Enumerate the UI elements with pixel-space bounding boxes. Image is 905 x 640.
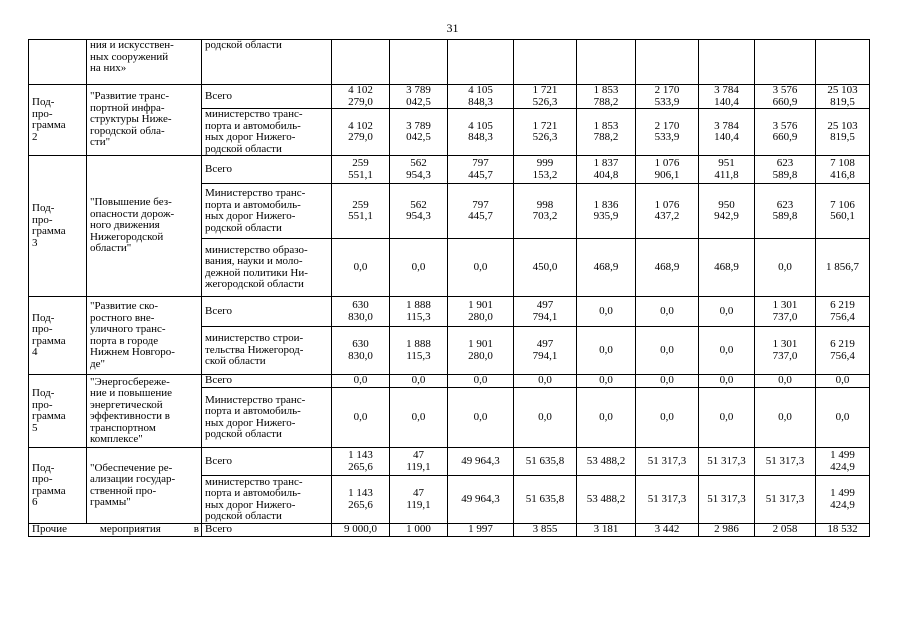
value-cell: 6 219 756,4 — [816, 297, 870, 327]
table-row — [29, 297, 870, 327]
executor-cell: Всего — [202, 375, 332, 388]
value-cell: 1 499 424,9 — [816, 448, 870, 476]
value-cell: 2 170 533,9 — [636, 109, 699, 156]
value-cell: 1 901 280,0 — [448, 327, 514, 375]
value-cell: 797 445,7 — [448, 156, 514, 184]
value-cell: 0,0 — [816, 375, 870, 388]
subprogram-label — [29, 40, 87, 85]
value-cell: 3 784 140,4 — [699, 109, 755, 156]
value-cell: 51 317,3 — [755, 476, 816, 524]
table-row — [29, 156, 870, 184]
value-cell: 0,0 — [755, 388, 816, 448]
value-cell: 1 888 115,3 — [390, 297, 448, 327]
value-cell: 1 301 737,0 — [755, 327, 816, 375]
value-cell: 0,0 — [636, 327, 699, 375]
value-cell: 259 551,1 — [332, 156, 390, 184]
value-cell: 4 102 279,0 — [332, 109, 390, 156]
table-row — [29, 40, 870, 85]
value-cell: 0,0 — [755, 375, 816, 388]
executor-cell: Министерство транс- порта и автомобиль- ных дорог Нижего- родской области — [202, 184, 332, 239]
value-cell — [636, 40, 699, 85]
executor-cell: Всего — [202, 297, 332, 327]
value-cell: 0,0 — [448, 239, 514, 297]
value-cell: 951 411,8 — [699, 156, 755, 184]
value-cell: 0,0 — [577, 388, 636, 448]
value-cell: 1 000 — [390, 524, 448, 537]
value-cell: 1 499 424,9 — [816, 476, 870, 524]
value-cell: 25 103 819,5 — [816, 109, 870, 156]
table-row — [29, 375, 870, 388]
value-cell: 950 942,9 — [699, 184, 755, 239]
value-cell: 3 576 660,9 — [755, 109, 816, 156]
subprogram-name: "Обеспечение ре- ализации государ- ственной про- граммы" — [87, 448, 202, 524]
value-cell: 3 181 — [577, 524, 636, 537]
table-row — [29, 524, 870, 537]
value-cell: 2 170 533,9 — [636, 85, 699, 109]
value-cell: 3 789 042,5 — [390, 109, 448, 156]
value-cell: 1 901 280,0 — [448, 297, 514, 327]
value-cell: 0,0 — [699, 375, 755, 388]
value-cell — [816, 40, 870, 85]
value-cell: 9 000,0 — [332, 524, 390, 537]
value-cell: 51 317,3 — [699, 448, 755, 476]
value-cell: 0,0 — [390, 388, 448, 448]
value-cell: 1 997 — [448, 524, 514, 537]
value-cell: 1 076 906,1 — [636, 156, 699, 184]
executor-cell: родской области — [202, 40, 332, 85]
value-cell: 51 635,8 — [514, 448, 577, 476]
value-cell: 468,9 — [699, 239, 755, 297]
value-cell — [699, 40, 755, 85]
subprogram-label: Под- про- грамма 2 — [29, 85, 87, 156]
value-cell: 0,0 — [390, 375, 448, 388]
subprogram-label: Под- про- грамма 6 — [29, 448, 87, 524]
value-cell: 0,0 — [514, 375, 577, 388]
value-cell: 259 551,1 — [332, 184, 390, 239]
value-cell: 53 488,2 — [577, 476, 636, 524]
executor-cell: министерство транс- порта и автомобиль- ных дорог Нижего- родской области — [202, 109, 332, 156]
value-cell: 630 830,0 — [332, 327, 390, 375]
value-cell: 0,0 — [332, 239, 390, 297]
value-cell: 1 143 265,6 — [332, 448, 390, 476]
value-cell: 4 102 279,0 — [332, 85, 390, 109]
value-cell: 3 855 — [514, 524, 577, 537]
value-cell: 0,0 — [699, 297, 755, 327]
value-cell: 1 888 115,3 — [390, 327, 448, 375]
value-cell: 0,0 — [332, 375, 390, 388]
value-cell: 51 317,3 — [755, 448, 816, 476]
value-cell: 3 784 140,4 — [699, 85, 755, 109]
executor-cell: Всего — [202, 524, 332, 537]
value-cell — [332, 40, 390, 85]
value-cell: 1 721 526,3 — [514, 85, 577, 109]
value-cell: 2 986 — [699, 524, 755, 537]
value-cell: 1 853 788,2 — [577, 109, 636, 156]
value-cell: 0,0 — [577, 327, 636, 375]
value-cell: 999 153,2 — [514, 156, 577, 184]
value-cell: 630 830,0 — [332, 297, 390, 327]
value-cell: 0,0 — [332, 388, 390, 448]
value-cell — [755, 40, 816, 85]
subprogram-name: "Повышение без- опасности дорож- ного движения Нижегородской области" — [87, 156, 202, 297]
value-cell — [577, 40, 636, 85]
value-cell: 47 119,1 — [390, 476, 448, 524]
subprogram-name: "Развитие ско- ростного вне- уличного транс- порта в городе Нижнем Новгоро- де" — [87, 297, 202, 375]
executor-cell: министерство образо- вания, науки и моло- дежной политики Ни- жегородской области — [202, 239, 332, 297]
subprogram-label: Под- про- грамма 3 — [29, 156, 87, 297]
value-cell: 0,0 — [755, 239, 816, 297]
value-cell: 0,0 — [699, 327, 755, 375]
value-cell: 562 954,3 — [390, 184, 448, 239]
value-cell: 0,0 — [448, 388, 514, 448]
value-cell: 25 103 819,5 — [816, 85, 870, 109]
value-cell: 0,0 — [636, 297, 699, 327]
subprogram-label: Под- про- грамма 5 — [29, 375, 87, 448]
value-cell: 3 442 — [636, 524, 699, 537]
value-cell: 7 106 560,1 — [816, 184, 870, 239]
value-cell: 497 794,1 — [514, 297, 577, 327]
subprogram-name: "Развитие транс- портной инфра- структуры Ниже- городской обла- сти" — [87, 85, 202, 156]
value-cell: 468,9 — [577, 239, 636, 297]
value-cell: 562 954,3 — [390, 156, 448, 184]
value-cell: 51 317,3 — [636, 448, 699, 476]
value-cell: 0,0 — [390, 239, 448, 297]
value-cell: 0,0 — [636, 375, 699, 388]
value-cell: 1 076 437,2 — [636, 184, 699, 239]
value-cell: 49 964,3 — [448, 476, 514, 524]
value-cell: 49 964,3 — [448, 448, 514, 476]
value-cell: 450,0 — [514, 239, 577, 297]
value-cell: 7 108 416,8 — [816, 156, 870, 184]
value-cell: 0,0 — [577, 297, 636, 327]
value-cell: 0,0 — [636, 388, 699, 448]
value-cell: 497 794,1 — [514, 327, 577, 375]
value-cell: 1 853 788,2 — [577, 85, 636, 109]
subprogram-label: Под- про- грамма 4 — [29, 297, 87, 375]
value-cell: 797 445,7 — [448, 184, 514, 239]
value-cell: 0,0 — [816, 388, 870, 448]
value-cell: 3 789 042,5 — [390, 85, 448, 109]
value-cell: 0,0 — [448, 375, 514, 388]
value-cell: 623 589,8 — [755, 156, 816, 184]
executor-cell: министерство транс- порта и автомобиль- ных дорог Нижего- родской области — [202, 476, 332, 524]
value-cell — [514, 40, 577, 85]
budget-table — [28, 39, 870, 537]
executor-cell: Министерство транс- порта и автомобиль- ных дорог Нижего- родской области — [202, 388, 332, 448]
value-cell: 53 488,2 — [577, 448, 636, 476]
value-cell: 0,0 — [514, 388, 577, 448]
value-cell: 1 143 265,6 — [332, 476, 390, 524]
value-cell: 47 119,1 — [390, 448, 448, 476]
executor-cell: Всего — [202, 156, 332, 184]
value-cell: 51 317,3 — [699, 476, 755, 524]
value-cell: 4 105 848,3 — [448, 85, 514, 109]
value-cell: 6 219 756,4 — [816, 327, 870, 375]
value-cell: 998 703,2 — [514, 184, 577, 239]
subprogram-name: ния и искусствен- ных сооружений на них» — [87, 40, 202, 85]
value-cell: 468,9 — [636, 239, 699, 297]
subprogram-name: "Энергосбереже- ние и повышение энергетической эффективности в транспортном комплексе" — [87, 375, 202, 448]
value-cell: 1 837 404,8 — [577, 156, 636, 184]
executor-cell: министерство строи- тельства Нижегород- ской области — [202, 327, 332, 375]
page-number: 31 — [446, 21, 459, 35]
value-cell: 4 105 848,3 — [448, 109, 514, 156]
executor-cell: Всего — [202, 85, 332, 109]
value-cell: 0,0 — [699, 388, 755, 448]
table-row — [29, 448, 870, 476]
value-cell — [390, 40, 448, 85]
value-cell: 1 836 935,9 — [577, 184, 636, 239]
value-cell: 1 301 737,0 — [755, 297, 816, 327]
executor-cell: Всего — [202, 448, 332, 476]
value-cell: 18 532 — [816, 524, 870, 537]
value-cell: 0,0 — [577, 375, 636, 388]
table-row — [29, 85, 870, 109]
value-cell: 1 721 526,3 — [514, 109, 577, 156]
value-cell: 2 058 — [755, 524, 816, 537]
value-cell: 51 317,3 — [636, 476, 699, 524]
value-cell: 1 856,7 — [816, 239, 870, 297]
other-measures-label: Прочие мероприятия в — [29, 524, 202, 537]
value-cell — [448, 40, 514, 85]
value-cell: 623 589,8 — [755, 184, 816, 239]
value-cell: 51 635,8 — [514, 476, 577, 524]
value-cell: 3 576 660,9 — [755, 85, 816, 109]
